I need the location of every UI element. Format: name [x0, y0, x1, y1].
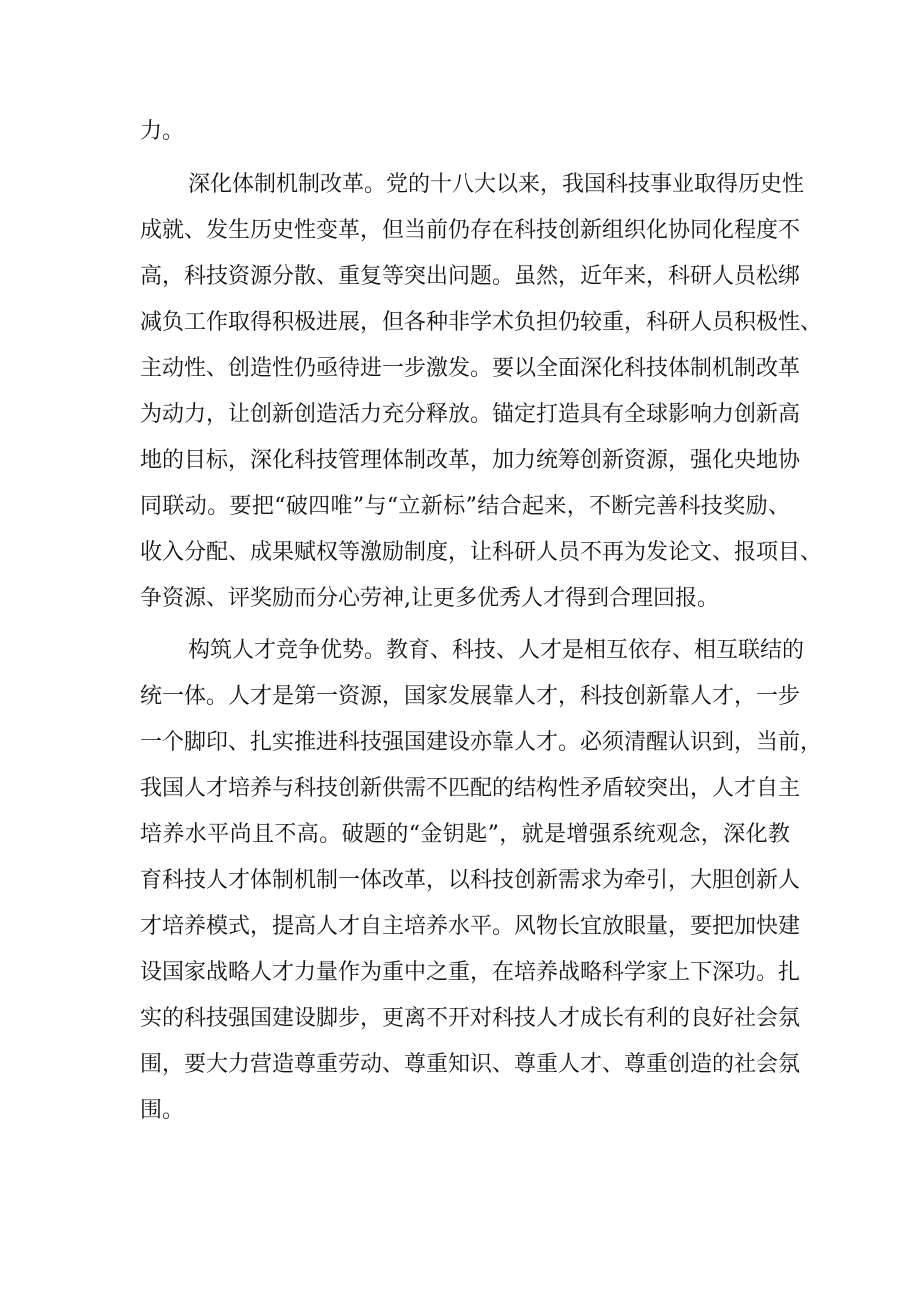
text-line: 为动力，让创新创造活力充分释放。锚定打造具有全球影响力创新高: [140, 402, 801, 427]
text-line: 围，要大力营造尊重劳动、尊重知识、尊重人才、尊重创造的社会氛: [140, 1052, 801, 1077]
text-line: 我国人才培养与科技创新供需不匹配的结构性矛盾较突出，人才自主: [140, 776, 801, 801]
text-line: 才培养模式，提高人才自主培养水平。风物长宜放眼量，要把加快建: [140, 914, 801, 939]
text-line: 育科技人才体制机制一体改革，以科技创新需求为牵引，大胆创新人: [140, 868, 801, 893]
text-line: 高，科技资源分散、重复等突出问题。虽然，近年来，科研人员松绑: [140, 264, 801, 289]
text-line: 主动性、创造性仍亟待进一步激发。要以全面深化科技体制机制改革: [140, 356, 801, 381]
text-line: 实的科技强国建设脚步，更离不开对科技人才成长有利的良好社会氛: [140, 1006, 801, 1031]
text-line: 一个脚印、扎实推进科技强国建设亦靠人才。必须清醒认识到，当前，: [140, 730, 823, 755]
text-line: 争资源、评奖励而分心劳神,让更多优秀人才得到合理回报。: [140, 586, 719, 611]
text-line: 地的目标，深化科技管理体制改革，加力统筹创新资源，强化央地协: [140, 448, 801, 473]
text-line: 减负工作取得积极进展，但各种非学术负担仍较重，科研人员积极性、: [140, 310, 823, 335]
text-line: 收入分配、成果赋权等激励制度，让科研人员不再为发论文、报项目、: [140, 540, 823, 565]
text-line: 统一体。人才是第一资源，国家发展靠人才，科技创新靠人才，一步: [140, 684, 801, 709]
text-line: 同联动。要把“破四唯”与“立新标”结合起来，不断完善科技奖励、: [140, 494, 790, 519]
text-line: 深化体制机制改革。党的十八大以来，我国科技事业取得历史性: [188, 172, 805, 197]
text-line: 设国家战略人才力量作为重中之重，在培养战略科学家上下深功。扎: [140, 960, 801, 985]
text-line: 围。: [140, 1098, 185, 1123]
text-line: 构筑人才竞争优势。教育、科技、人才是相互依存、相互联结的: [188, 638, 805, 663]
text-line: 力。: [140, 119, 185, 144]
text-line: 成就、发生历史性变革，但当前仍存在科技创新组织化协同化程度不: [140, 218, 801, 243]
text-line: 培养水平尚且不高。破题的“金钥匙”，就是增强系统观念，深化教: [140, 822, 790, 847]
